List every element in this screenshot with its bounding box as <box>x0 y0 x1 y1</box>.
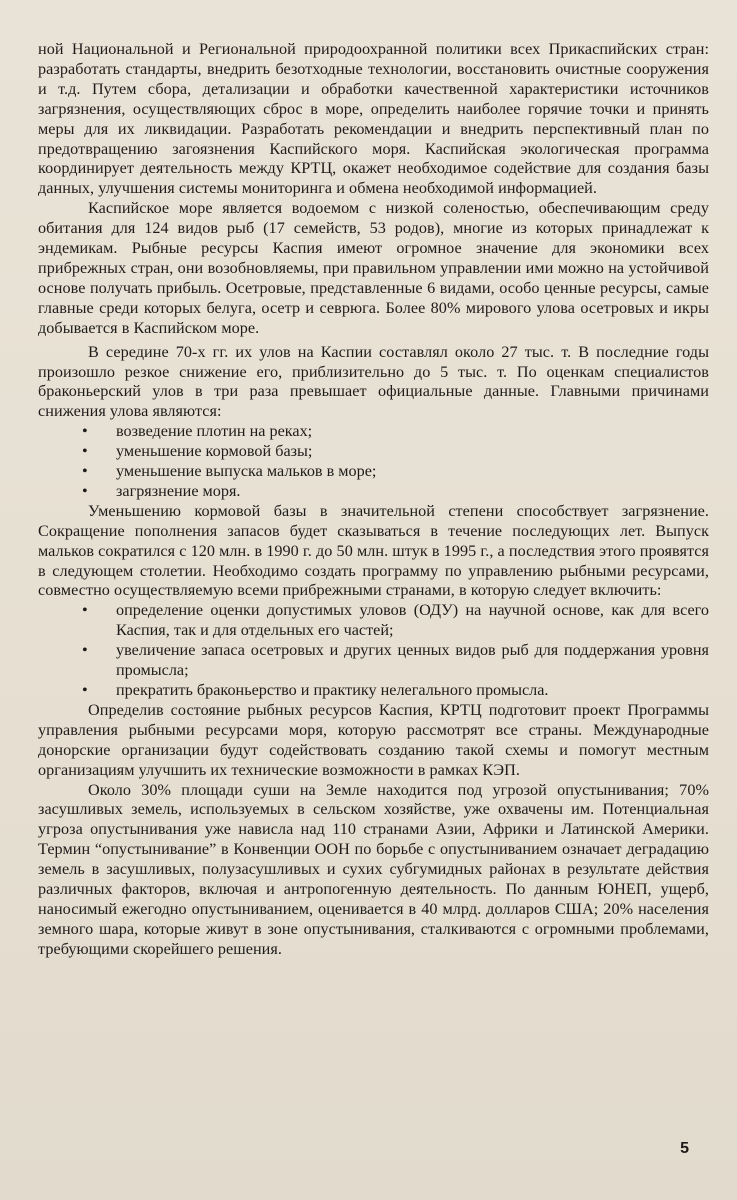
paragraph-krtc-program: Определив состояние рыбных ресурсов Каспия, КРТЦ подготовит проект Программы управления рыбными ресурсами моря, которую рассмотрят все страны. Международные донорские организации будут содействовать созданию такой схемы и помогут местным организациям улучшить их технические возможности в рамках КЭП. <box>38 700 709 779</box>
list-item: • уменьшение кормовой базы; <box>82 442 313 461</box>
paragraph-continuation: ной Национальной и Региональной природоохранной политики всех Прикаспийских стран: разработать стандарты, внедрить безотходные технологии, восстановить очистные сооружения и т.д. Путем сбора, детализации и обработки качественной характеристики источников загрязнения, осуществляющих сброс в море, определить наиболее горячие точки и принять меры для их ликвидации. Разработать рекомендации и внедрить перспективный план по предотвращению загоязнения Каспийского моря. Каспийская экологическая программа координирует деятельность между КРТЦ, окажет необходимое содействие для создания базы данных, улучшения системы мониторинга и обмена необходимой информацией. <box>38 40 709 198</box>
page-number: 5 <box>680 1140 689 1157</box>
list-item: • загрязнение моря. <box>82 481 241 500</box>
bullet-icon: • <box>82 442 88 461</box>
bullet-icon: • <box>82 601 88 620</box>
paragraph-fish-program: Уменьшению кормовой базы в значительной степени способствует загрязнение. Сокращение пополнения запасов будет сказываться в течение последующих лет. Выпуск мальков сократился с 120 млн. в 1990 г. до 50 млн. штук в 1995 г., а последствия этого проявятся в следующем столетии. Необходимо создать программу по управлению рыбными ресурсами, совместно осуществляемую всеми прибрежными странами, в которую следует включить: <box>38 501 709 600</box>
paragraph-catch-decline: В середине 70-х гг. их улов на Каспии составлял около 27 тыс. т. В последние годы произошло резкое снижение его, приблизительно до 5 тыс. т. По оценкам специалистов браконьерский улов в три раза превышает официальные данные. Главными причинами снижения улова являются: <box>38 342 709 421</box>
bullet-icon: • <box>82 641 88 660</box>
bullet-icon: • <box>82 462 88 481</box>
bullet-icon: • <box>82 681 88 699</box>
list-item: • увеличение запаса осетровых и других ценных видов рыб для поддержания уровня промысла; <box>82 641 709 680</box>
bullet-icon: • <box>82 481 88 500</box>
bullet-icon: • <box>82 422 88 441</box>
causes-list <box>38 422 709 502</box>
paragraph-desertification: Около 30% площади суши на Земле находится под угрозой опустынивания; 70% засушливых земель, используемых в сельском хозяйстве, уже охвачены им. Потенциальная угроза опустынивания уже нависла над 110 странами Азии, Африки и Латинской Америки. Термин “опустынивание” в Конвенции ООН по борьбе с опустыниванием означает деградацию земель в засушливых, полузасушливых и сухих субгумидных районах в результате действия различных факторов, включая и антропогенную деятельность. По данным ЮНЕП, ущерб, наносимый ежегодно опустыниванием, оценивается в 40 млрд. долларов США; 20% населения земного шара, которые живут в зоне опустынивания, сталкиваются с огромными проблемами, требующими скорейшего решения. <box>38 780 709 958</box>
list-item: • возведение плотин на реках; <box>82 422 313 441</box>
paragraph-caspian-fish: Каспийское море является водоемом с низкой соленостью, обеспечивающим среду обитания для 124 видов рыб (17 семейств, 53 родов), многие из которых принадлежат к эндемикам. Рыбные ресурсы Каспия имеют огромное значение для экономики всех прибрежных стран, они возобновляемы, при правильном управлении ими можно на устойчивой основе получать прибыль. Осетровые, представленные 6 видами, особо ценные ресурсы, самые главные среди которых белуга, осетр и севрюга. Более 80% мирового улова осетровых и икры добывается в Каспийском море. <box>38 199 709 337</box>
list-item: • прекратить браконьерство и практику нелегального промысла. <box>82 681 549 699</box>
list-item: • уменьшение выпуска мальков в море; <box>82 462 377 481</box>
program-list <box>38 601 709 701</box>
list-item: • определение оценки допустимых уловов (ОДУ) на научной основе, как для всего Каспия, так и для отдельных его частей; <box>82 601 709 640</box>
